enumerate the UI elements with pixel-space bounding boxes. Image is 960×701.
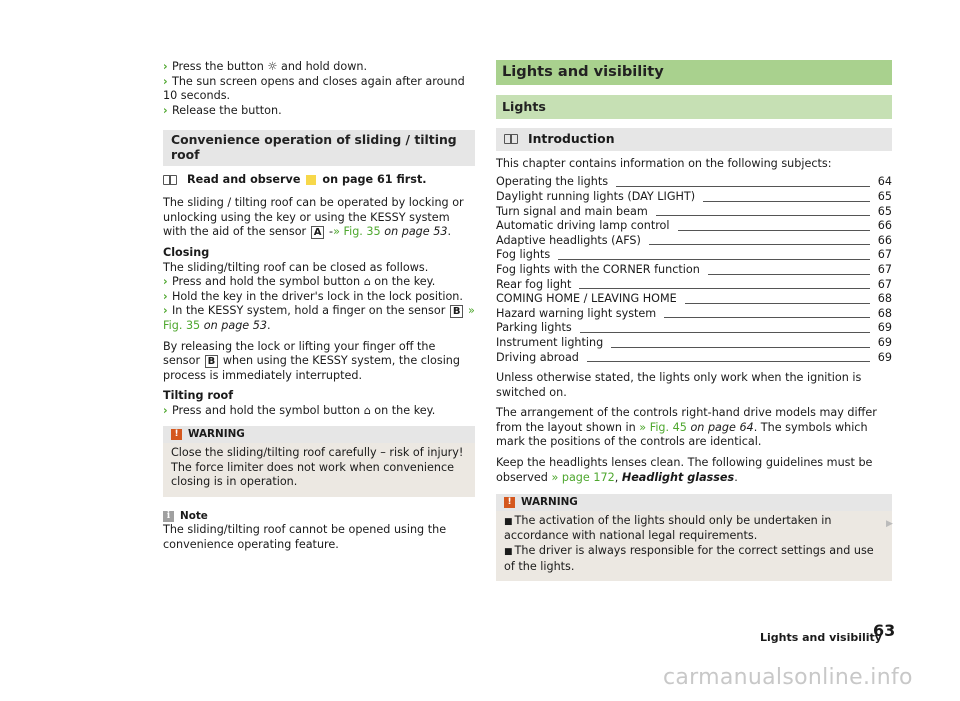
figure-link[interactable]: » Fig. 45 xyxy=(639,420,687,434)
exclamation-icon: ! xyxy=(171,429,182,440)
subheading: Closing xyxy=(163,245,210,259)
toc-page: 67 xyxy=(877,262,892,276)
step-item: › Hold the key in the driver's lock in the lock position. xyxy=(163,289,463,303)
toc-title: COMING HOME / LEAVING HOME xyxy=(496,292,677,306)
warning-header: ! WARNING xyxy=(163,426,475,443)
toc-page: 69 xyxy=(877,321,892,335)
warning-header: ! WARNING xyxy=(496,494,892,511)
toc-row[interactable] xyxy=(496,351,892,366)
note-text: The sliding/tilting roof cannot be opened using the convenience operating feature. xyxy=(163,523,447,552)
paragraph: Keep the headlights lenses clean. The following guidelines must be observed » page 172, Headlight glasses. xyxy=(496,456,873,484)
toc-page: 65 xyxy=(877,189,892,203)
toc-page: 67 xyxy=(877,277,892,291)
left-column xyxy=(163,60,475,553)
toc-title: Driving abroad xyxy=(496,350,579,364)
toc-leader xyxy=(649,244,870,245)
toc-leader xyxy=(579,288,869,289)
watermark: carmanualsonline.info xyxy=(663,665,913,690)
chevron-right-icon: › xyxy=(163,275,168,289)
list-item: ■ The driver is always responsible for the correct settings and use of the lights. xyxy=(504,544,874,573)
figure-link[interactable]: » Fig. 35 xyxy=(333,225,381,239)
toc-row[interactable] xyxy=(496,278,892,293)
page-number: 63 xyxy=(873,621,896,640)
page-link[interactable]: » page 172 xyxy=(551,470,615,484)
toc-title: Adaptive headlights (AFS) xyxy=(496,233,641,247)
sunshade-icon: ☼ xyxy=(267,60,278,73)
list-item: ■ The activation of the lights should only be undertaken in accordance with national legal requirements. xyxy=(504,513,832,543)
open-roof-icon: ⌂ xyxy=(363,403,371,417)
toc-title: Daylight running lights (DAY LIGHT) xyxy=(496,189,696,203)
toc-row[interactable] xyxy=(496,205,892,220)
toc-leader xyxy=(678,230,870,231)
section-heading: Convenience operation of sliding / tilting roof xyxy=(163,130,475,165)
square-bullet-icon: ■ xyxy=(504,547,513,558)
toc-page: 64 xyxy=(877,175,892,189)
toc-title: Rear fog light xyxy=(496,277,572,291)
toc-title: Instrument lighting xyxy=(496,335,604,349)
toc-page: 68 xyxy=(877,306,892,320)
paragraph: This chapter contains information on the following subjects: xyxy=(496,156,832,170)
paragraph: The sliding/tilting roof can be closed as follows. xyxy=(163,260,429,274)
toc-leader xyxy=(580,332,870,333)
toc-leader xyxy=(558,259,870,260)
step-item: › In the KESSY system, hold a finger on the sensor B » Fig. 35 on page 53. xyxy=(163,304,475,332)
exclamation-icon: ! xyxy=(504,497,515,508)
toc-page: 66 xyxy=(877,219,892,233)
paragraph: The arrangement of the controls right-hand drive models may differ from the layout shown in » Fig. 45 on page 64. The symbols which mark the positions of the controls are identical. xyxy=(496,406,877,449)
step-item: › Press and hold the symbol button ⌂ on the key. xyxy=(163,275,436,289)
toc-row[interactable] xyxy=(496,234,892,249)
right-column xyxy=(496,60,892,581)
toc-row[interactable] xyxy=(496,219,892,234)
paragraph: The sliding / tilting roof can be operated by locking or unlocking using the key or using the KESSY system with the aid of the sensor A -» Fig. 35 on page 53. xyxy=(163,196,464,239)
step-item: › Press the button ☼ and hold down. xyxy=(163,60,368,73)
toc-leader xyxy=(685,303,870,304)
warning-box xyxy=(163,426,475,496)
paragraph: Unless otherwise stated, the lights only work when the ignition is switched on. xyxy=(496,371,862,399)
toc-row[interactable] xyxy=(496,336,892,351)
sensor-label: A xyxy=(311,226,325,239)
paragraph: By releasing the lock or lifting your finger off the sensor B when using the KESSY system, the closing process is immediately interrupted. xyxy=(163,339,460,382)
subheading: Tilting roof xyxy=(163,389,234,403)
toc-row[interactable] xyxy=(496,248,892,263)
toc-page: 66 xyxy=(877,233,892,247)
toc-leader xyxy=(611,347,870,348)
chapter-title: Lights and visibility xyxy=(496,60,892,85)
toc-row[interactable] xyxy=(496,263,892,278)
book-icon xyxy=(504,134,518,144)
toc-page: 65 xyxy=(877,204,892,218)
step-item: › Release the button. xyxy=(163,103,282,117)
toc-title: Turn signal and main beam xyxy=(496,204,648,218)
toc-title: Operating the lights xyxy=(496,175,609,189)
toc-row[interactable] xyxy=(496,307,892,322)
toc-page: 67 xyxy=(877,248,892,262)
toc-leader xyxy=(703,201,870,202)
toc-leader xyxy=(587,361,870,362)
toc-row[interactable] xyxy=(496,190,892,205)
step-item: › Press and hold the symbol button ⌂ on the key. xyxy=(163,403,436,417)
toc-leader xyxy=(708,274,870,275)
figure-link[interactable]: » Fig. 35 xyxy=(163,304,475,332)
chevron-right-icon: › xyxy=(163,304,168,318)
chevron-right-icon: › xyxy=(163,289,168,303)
toc-title: Parking lights xyxy=(496,321,572,335)
toc-page: 69 xyxy=(877,335,892,349)
warning-marker-icon xyxy=(306,175,316,185)
step-item: › The sun screen opens and closes again after around 10 seconds. xyxy=(163,74,465,103)
sensor-label: B xyxy=(205,355,219,368)
close-roof-icon: ⌂ xyxy=(363,275,371,289)
chevron-right-icon: › xyxy=(163,74,168,88)
toc-title: Hazard warning light system xyxy=(496,306,657,320)
toc-title: Automatic driving lamp control xyxy=(496,219,670,233)
toc-leader xyxy=(616,186,870,187)
footer-section: Lights and visibility xyxy=(760,631,882,644)
toc-row[interactable] xyxy=(496,175,892,190)
chevron-right-icon: › xyxy=(163,403,168,417)
toc-leader xyxy=(664,317,870,318)
toc-title: Fog lights xyxy=(496,248,551,262)
toc-leader xyxy=(656,215,870,216)
square-bullet-icon: ■ xyxy=(504,516,513,527)
toc-page: 69 xyxy=(877,350,892,364)
toc-title: Fog lights with the CORNER function xyxy=(496,262,700,276)
read-observe-notice: Read and observe on page 61 first. xyxy=(163,173,475,188)
warning-text: Close the sliding/tilting roof carefully – risk of injury! The force limiter does not work when convenience closing is in operation. xyxy=(171,446,464,489)
continue-arrow-icon: ▶ xyxy=(886,519,893,529)
note-header: i Note xyxy=(163,509,475,524)
chevron-right-icon: › xyxy=(163,60,168,73)
introduction-heading: Introduction xyxy=(496,128,892,151)
toc-row[interactable] xyxy=(496,321,892,336)
warning-box xyxy=(496,494,892,581)
toc-page: 68 xyxy=(877,292,892,306)
warning-list xyxy=(496,511,892,581)
sub-title: Lights xyxy=(496,95,892,120)
chevron-right-icon: › xyxy=(163,103,168,117)
book-icon xyxy=(163,175,177,185)
sensor-label: B xyxy=(450,305,464,318)
toc-row[interactable] xyxy=(496,292,892,307)
info-icon: i xyxy=(163,511,174,522)
table-of-contents xyxy=(496,175,892,365)
